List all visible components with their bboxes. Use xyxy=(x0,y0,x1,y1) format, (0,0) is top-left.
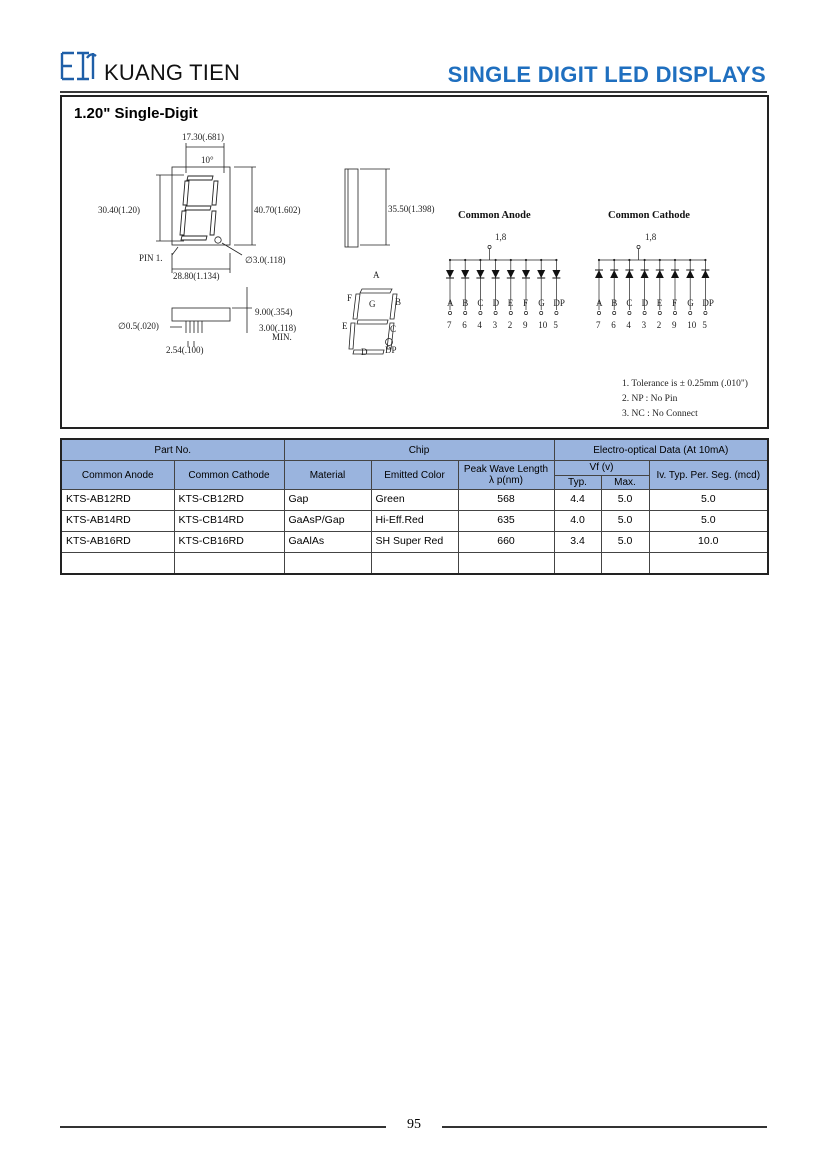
anode-segment-label: D xyxy=(492,298,500,308)
header-vf: Vf (v) xyxy=(554,461,649,476)
cell-anode: KTS-AB16RD xyxy=(61,532,174,553)
page-number: 95 xyxy=(407,1117,421,1132)
dim-pin-length: 9.00(.354) xyxy=(255,307,293,317)
anode-segment-label: DP xyxy=(553,298,565,308)
kuang-tien-logo-icon xyxy=(60,50,98,82)
cathode-pin-label: 5 xyxy=(702,320,707,330)
header-peak-wave-line1: Peak Wave Length xyxy=(463,464,549,475)
cathode-pin-label: 6 xyxy=(611,320,616,330)
cathode-common-pin: 1,8 xyxy=(645,232,657,242)
anode-segment-label: E xyxy=(507,298,514,308)
notes xyxy=(622,377,748,422)
brand-name: KUANG TIEN xyxy=(104,60,241,85)
cathode-segment-label: G xyxy=(687,298,694,308)
footer-rule-left xyxy=(60,1126,386,1128)
header-chip: Chip xyxy=(284,439,554,461)
cell-material: GaAsP/Gap xyxy=(284,511,371,532)
cathode-segment-label: E xyxy=(656,298,663,308)
dim-slant-angle: 10° xyxy=(201,155,214,165)
cell-cathode: KTS-CB12RD xyxy=(174,490,284,511)
cell-anode: KTS-AB12RD xyxy=(61,490,174,511)
cathode-diode-icon xyxy=(595,270,603,278)
anode-diode-icon xyxy=(507,270,515,278)
cell-cathode: KTS-CB14RD xyxy=(174,511,284,532)
cell-vf-typ: 3.4 xyxy=(554,532,601,553)
cathode-pin-label: 9 xyxy=(672,320,677,330)
dim-dp-diameter: ∅3.0(.118) xyxy=(245,255,286,265)
anode-segment-label: F xyxy=(523,298,529,308)
anode-diode-icon xyxy=(446,270,454,278)
anode-diode-icon xyxy=(461,270,469,278)
page-title: SINGLE DIGIT LED DISPLAYS xyxy=(447,62,766,87)
common-anode-title: Common Anode xyxy=(458,210,531,221)
cathode-diode-icon xyxy=(610,270,618,278)
cell-vf-typ: 4.4 xyxy=(554,490,601,511)
anode-diode-icon xyxy=(492,270,500,278)
anode-pin-label: 5 xyxy=(553,320,558,330)
header-electro-optical: Electro-optical Data (At 10mA) xyxy=(554,439,768,461)
anode-segment-label: A xyxy=(447,298,454,308)
cathode-diode-icon xyxy=(641,270,649,278)
header-part-no: Part No. xyxy=(61,439,284,461)
cell-cathode: KTS-CB16RD xyxy=(174,532,284,553)
cathode-segment-label: F xyxy=(672,298,678,308)
anode-pin-label: 7 xyxy=(447,320,452,330)
anode-pin-label: 3 xyxy=(492,320,498,330)
header-emitted-color: Emitted Color xyxy=(371,461,458,490)
anode-pin-label: 2 xyxy=(507,320,513,330)
dim-digit-height: 30.40(1.20) xyxy=(98,205,140,215)
cell-color: SH Super Red xyxy=(371,532,458,553)
header-peak-wave xyxy=(458,461,554,490)
header-divider xyxy=(60,91,767,93)
cell-wave: 635 xyxy=(458,511,554,532)
anode-diode-icon xyxy=(522,270,530,278)
cell-color: Green xyxy=(371,490,458,511)
segment-label-e: E xyxy=(342,321,348,331)
header-common-cathode: Common Cathode xyxy=(174,461,284,490)
cell-vf-max: 5.0 xyxy=(601,511,649,532)
common-cathode-title: Common Cathode xyxy=(608,210,690,221)
anode-pin-label: 9 xyxy=(523,320,528,330)
cell-vf-typ: 4.0 xyxy=(554,511,601,532)
cell-vf-max: 5.0 xyxy=(601,490,649,511)
note-tolerance: 1. Tolerance is ± 0.25mm (.010") xyxy=(622,379,748,389)
cathode-segment-label: D xyxy=(641,298,649,308)
spec-table xyxy=(60,438,769,575)
dimension-drawing xyxy=(60,95,765,425)
footer-rule-right xyxy=(442,1126,767,1128)
header-vf-max: Max. xyxy=(601,475,649,490)
section-title: 1.20" Single-Digit xyxy=(74,105,198,122)
anode-pin-label: 10 xyxy=(538,320,548,330)
segment-label-a: A xyxy=(373,270,380,280)
table-row xyxy=(61,511,768,532)
segment-label-g: G xyxy=(369,299,376,309)
note-nc: 3. NC : No Connect xyxy=(622,409,698,419)
cell-material: GaAlAs xyxy=(284,532,371,553)
header-peak-wave-line2: λ p(nm) xyxy=(489,475,523,486)
cathode-diode-icon xyxy=(671,270,679,278)
cathode-segment-label: C xyxy=(626,298,633,308)
dim-pin-pitch: 2.54(.100) xyxy=(166,345,204,355)
table-row xyxy=(61,532,768,553)
dim-body-height: 40.70(1.602) xyxy=(254,205,301,215)
dim-body-width: 28.80(1.134) xyxy=(173,271,220,281)
cathode-diode-icon xyxy=(656,270,664,278)
segment-label-b: B xyxy=(395,297,402,307)
header-iv: Iv. Typ. Per. Seg. (mcd) xyxy=(649,461,768,490)
anode-diode-icon xyxy=(552,270,560,278)
cathode-segment-label: A xyxy=(596,298,603,308)
cell-anode: KTS-AB14RD xyxy=(61,511,174,532)
table-row xyxy=(61,490,768,511)
cell-wave: 568 xyxy=(458,490,554,511)
cell-vf-max: 5.0 xyxy=(601,532,649,553)
anode-pin-label: 6 xyxy=(462,320,467,330)
anode-segment-label: G xyxy=(538,298,545,308)
segment-label-c: C xyxy=(390,324,397,334)
common-cathode-schematic xyxy=(595,245,714,330)
cell-iv: 5.0 xyxy=(649,511,768,532)
note-np: 2. NP : No Pin xyxy=(622,394,678,404)
anode-segment-label: C xyxy=(477,298,484,308)
segment-label-d: D xyxy=(361,347,368,357)
common-anode-schematic xyxy=(446,245,565,330)
cathode-pin-label: 4 xyxy=(626,320,631,330)
dim-pin-diameter: ∅0.5(.020) xyxy=(118,321,159,331)
dim-side-height: 35.50(1.398) xyxy=(388,204,435,214)
table-row-empty xyxy=(61,553,768,575)
cell-iv: 10.0 xyxy=(649,532,768,553)
dim-top-width: 17.30(.681) xyxy=(182,132,224,142)
cathode-diode-icon xyxy=(701,270,709,278)
anode-common-pin: 1,8 xyxy=(495,232,507,242)
segment-label-dp: DP xyxy=(385,345,397,355)
dim-standoff-min: MIN. xyxy=(272,332,292,342)
pin1-label: PIN 1. xyxy=(139,253,163,263)
cathode-pin-label: 3 xyxy=(641,320,647,330)
cathode-pin-label: 2 xyxy=(656,320,662,330)
cathode-diode-icon xyxy=(625,270,633,278)
cathode-segment-label: B xyxy=(611,298,618,308)
anode-diode-icon xyxy=(537,270,545,278)
cell-color: Hi-Eff.Red xyxy=(371,511,458,532)
header-material: Material xyxy=(284,461,371,490)
cathode-pin-label: 7 xyxy=(596,320,601,330)
cathode-segment-label: DP xyxy=(702,298,714,308)
dp-dot xyxy=(215,237,221,243)
cell-wave: 660 xyxy=(458,532,554,553)
anode-diode-icon xyxy=(476,270,484,278)
header-vf-typ: Typ. xyxy=(554,475,601,490)
segment-label-f: F xyxy=(347,293,353,303)
cathode-pin-label: 10 xyxy=(687,320,697,330)
dim-standoff: 3.00(.118) xyxy=(259,323,297,333)
anode-pin-label: 4 xyxy=(477,320,482,330)
cell-material: Gap xyxy=(284,490,371,511)
header-common-anode: Common Anode xyxy=(61,461,174,490)
cathode-diode-icon xyxy=(686,270,694,278)
cell-iv: 5.0 xyxy=(649,490,768,511)
anode-segment-label: B xyxy=(462,298,469,308)
